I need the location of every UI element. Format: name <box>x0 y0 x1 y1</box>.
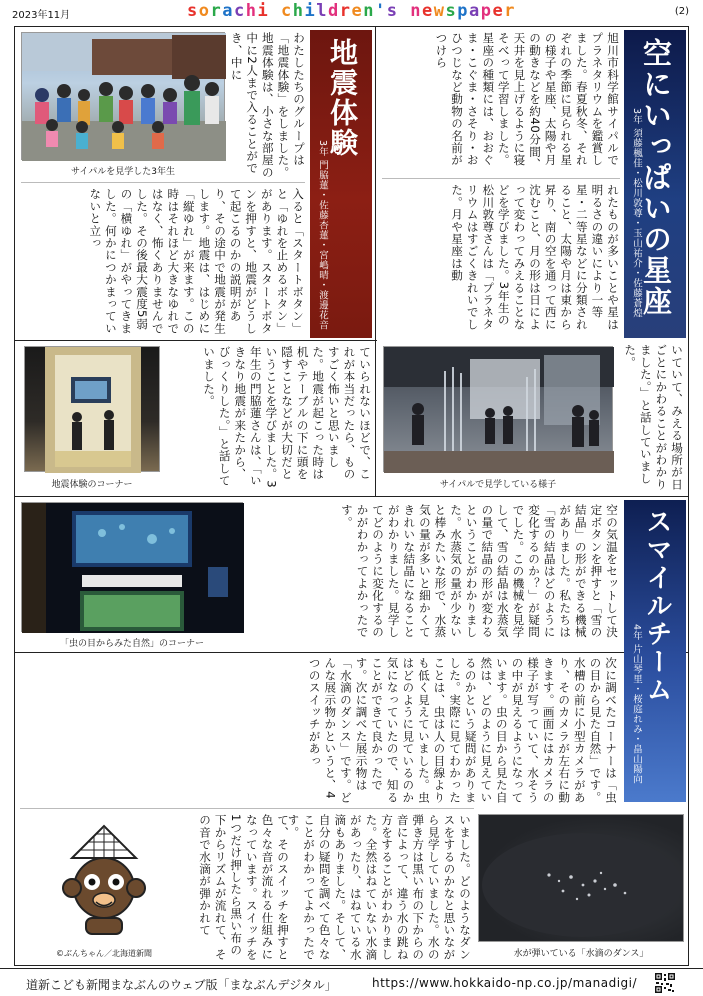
quake-corner-caption: 地震体験のコーナー <box>51 480 133 490</box>
title-letter: n <box>363 1 375 21</box>
title-letter: a <box>222 1 234 21</box>
title-letter <box>269 1 281 21</box>
newspaper-title <box>0 1 703 21</box>
title-letter: h <box>245 1 258 21</box>
smile-text-col3: いました。どのようなダンスをするのかなと思いながら見学していました。水の弾き方は黒い布の下からの音によって、違う水の跳ね方をすることがわかりました。全然はねていない水滴があったり、はねている水滴もありました。そして、自分の疑問を調べて色々なことがわかってよかったです。 <box>286 814 472 961</box>
title-letter: p <box>480 1 493 21</box>
water-dance-photo <box>478 814 684 942</box>
title-letter: e <box>351 1 364 21</box>
title-letter: h <box>292 1 305 21</box>
quake-text-col2: ていられないほどで、これが本当だったら、ものすごく怖いと思いました。地震が起こった時は机やテーブルの下に頭を隠すことなどが大切だということを学びました。3年生の門脇蓮さんは、「いきなり地震が来たから、びっくりした。」と話していました。 <box>202 346 372 489</box>
stars-byline: 3年 須藤楓佳・松川敦尊・玉山祐介・佐藤蒼煌 <box>631 108 642 319</box>
title-letter: r <box>504 1 516 21</box>
title-letter: i <box>304 1 317 21</box>
title-letter: a <box>469 1 481 21</box>
stars-text-col2: れたものが多いことや星は明るさの違いにより一等星・二等星などに分類されること、太陽や月は東から昇り、南の空を通って西に沈むこと、月の形は日によって変わってみえることなどを学びました。3年生の松川敦尊さんは「プラネタリウムはすごくきれいでした。月や星座は動 <box>450 184 620 331</box>
title-letter: c <box>281 1 293 21</box>
title-letter: d <box>328 1 340 21</box>
planetarium-visit-photo <box>383 346 613 472</box>
stars-text-col1: 旭川市科学館サイパルでプラネタリウムを鑑賞しました。春夏秋冬、それぞれの季節に見られる星の様子や星座、太陽や月の動きなどを約40分間、天井を見上げるように寝そべって学習しました。星座の種類には、おおぐま・こぐま・さそり・おひつじなど動物の名前がつけら <box>434 32 620 170</box>
students-illustration <box>22 33 226 161</box>
water-droplets-illustration <box>479 815 685 943</box>
qr-code-icon[interactable] <box>654 972 676 994</box>
title-letter: i <box>257 1 270 21</box>
insect-view-photo <box>21 502 243 632</box>
title-letter: l <box>316 1 328 21</box>
smile-byline: 4年 片山琴里・桜庭れみ・畠山陽向 <box>631 624 642 785</box>
aquarium-illustration <box>22 503 244 633</box>
stars-col-rule <box>382 178 620 179</box>
stars-title: 空にいっぱいの星座 <box>639 38 673 317</box>
planetarium-visit-caption: サイパルで見学している様子 <box>439 480 557 490</box>
group-photo-caption: サイパルを見学した3年生 <box>71 167 175 177</box>
smile-col-rule <box>20 808 474 809</box>
group-photo <box>21 32 225 160</box>
title-letter: ' <box>375 1 387 21</box>
title-letter: n <box>410 1 422 21</box>
water-dance-caption: 水が弾いている「水滴のダンス」 <box>513 949 649 959</box>
bunchan-mascot <box>34 814 174 946</box>
title-letter: p <box>457 1 469 21</box>
title-letter: w <box>433 1 446 21</box>
stars-title-box <box>624 30 686 338</box>
quake-text-col1a: わたしたちのグループは「地震体験」をしました。地震体験は、小さな部屋の中に2人まで入ることができ、中に <box>229 32 306 179</box>
quake-corner-photo <box>24 346 160 472</box>
smile-title-box <box>624 500 686 802</box>
page-footer <box>0 968 703 996</box>
page-header <box>0 0 703 26</box>
mascot-credit: ©ぶんちゃん／北海道新聞 <box>56 949 152 958</box>
quake-title: 地震体験 <box>326 38 359 158</box>
title-letter: c <box>234 1 246 21</box>
title-letter: r <box>339 1 352 21</box>
smile-text-col2a: 次に調べたコーナーは「虫の目から見た自然」です。水槽の前に小型カメラがあり、そのカメラが左右に動きます。画面にはカメラの様子が写っていて、水そうの中が見えるようになっています。虫の目から見た自然は、どのように見えているのかという疑問がありました。実際に見てわかったことは、虫は人の目線よりも低く見えていました。虫はどのように見ているのか気になっていたので、知ることができて良かったです。次に調べた展示物は「水滴のダンス」です。どんな展示物かというと、4つのスイッチがあっ <box>307 657 618 804</box>
row-divider-left-top <box>14 340 375 341</box>
section-divider-1 <box>14 496 689 497</box>
quake-col-rule <box>21 182 305 183</box>
title-letter: e <box>492 1 505 21</box>
insect-view-caption: 「虫の目からみた自然」のコーナー <box>59 639 204 649</box>
column-divider-top <box>375 26 376 496</box>
stars-text-col3: いていて、みえる場所が日ごとにかわることがわかりました。」と話していました。 <box>623 344 684 491</box>
quake-text-col1b: 入ると「スタートボタン」と「ゆれを止めるボタン」があります。スタートボタンを押すと、地震がどうして起こるのかの説明があり、その途中で地震が発生します。地震は、はじめに「縦ゆれ」が来ます。この時はそれほど大きなゆれではなく、怖くありませんでした。その後最大震度5弱の「横ゆれ」がやってきました。何かにつかまっていないと立っ <box>88 188 305 335</box>
title-letter: r <box>210 1 223 21</box>
smile-title: スマイルチーム <box>642 508 672 704</box>
quake-title-box <box>310 30 372 338</box>
row-divider-bottom <box>14 652 689 653</box>
smile-text-col1: 空の気温をセットして決定ボタンを押すと「雪の結晶」の形ができる機械がありました。私たちは「雪の結晶はどのように変化するのか？」が疑問でした。この機械を見学して、雪の結晶は水蒸気の量で結晶の形が変わるということがわかりました。水蒸気の量が少ないと棒みたいな形で、水蒸気の量が多いと細かくてきれいな結晶になることがわかりました。見学してどのように変化するのかがわかってよかったです。 <box>339 504 619 639</box>
title-letter <box>399 1 411 21</box>
smile-text-col2b: て、そのスイッチを押すと色々な音が流れる仕組みになっています。スイッチを1つだけ押したら黒い布の下からリズムが流れて、その音で水滴が弾かれて <box>198 814 290 961</box>
title-letter: s <box>187 1 199 21</box>
row-divider-right-top <box>375 340 377 341</box>
page-number: (2) <box>674 6 689 17</box>
footer-url[interactable]: https://www.hokkaido-np.co.jp/manadigi/ <box>372 976 638 990</box>
issue-date: 2023年11月 <box>12 10 71 21</box>
footer-text: 道新こども新聞まなぶんのウェブ版「まなぶんデジタル」 <box>26 978 337 992</box>
title-letter: s <box>445 1 458 21</box>
title-letter: s <box>386 1 399 21</box>
title-letter: e <box>422 1 434 21</box>
quake-byline: 3年 門脇蓮・佐藤杏蓮・宮嶋晴・渡邊花音 <box>317 140 328 331</box>
visitors-illustration <box>384 347 614 473</box>
bunchan-mascot-icon <box>34 814 174 946</box>
quake-booth-illustration <box>25 347 161 473</box>
title-letter: o <box>198 1 211 21</box>
